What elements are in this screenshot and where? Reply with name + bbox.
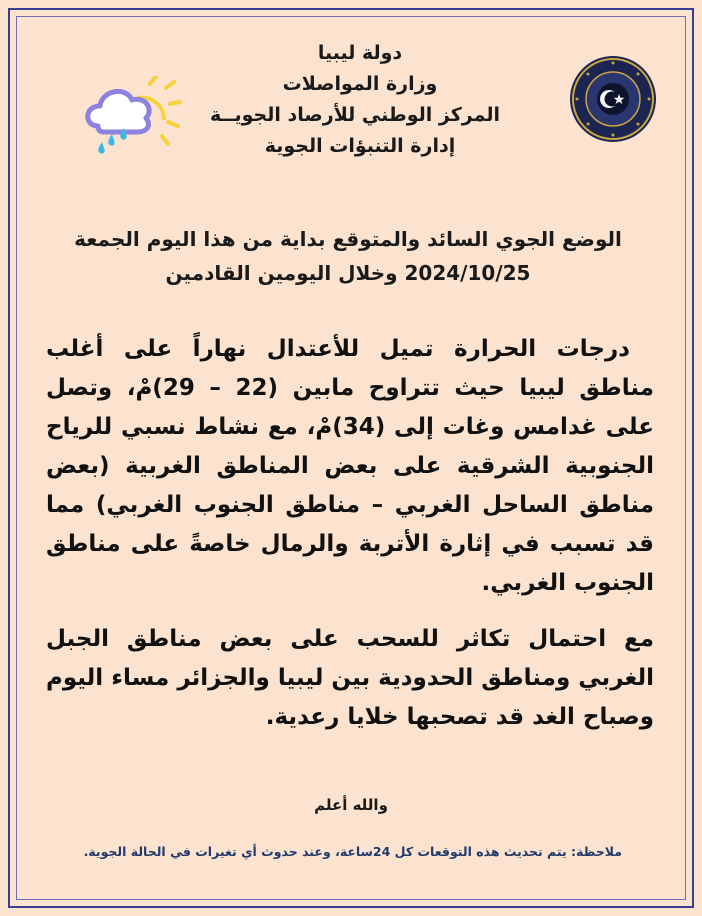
header-ministry: وزارة المواصلات	[282, 73, 438, 95]
header-center: المركز الوطني للأرصاد الجويــة	[210, 104, 500, 126]
meteorology-center-logo	[568, 54, 658, 144]
header-country: دولة ليبيا	[317, 42, 403, 64]
title-line-1: الوضع الجوي السائد والمتوقع بداية من هذا اليوم الجمعة	[74, 227, 622, 251]
update-note: ملاحظة: يتم تحديث هذه التوقعات كل 24ساعة، وعند حدوث أي تغيرات في الحالة الجوية.	[83, 844, 622, 859]
bulletin-title	[40, 222, 656, 290]
cloud-sun-rain-icon	[80, 76, 184, 156]
forecast-paragraph-temperature: درجات الحرارة تميل للأعتدال نهاراً على أغلب مناطق ليبيا حيث تتراوح مابين (22 – 29)مْ، وتصل على غدامس وغات إلى (34)مْ، مع نشاط نسبي للرياح الجنوبية الشرقية على بعض المناطق الغربية (بعض مناطق الساحل الغربي – مناطق الجنوب الغربي) مما قد تسبب في إثارة الأتربة والرمال خاصةً على مناطق الجنوب الغربي.	[46, 336, 655, 596]
header-department: إدارة التنبؤات الجوية	[264, 135, 456, 157]
agency-header	[210, 38, 500, 162]
title-line-2: 2024/10/25 وخلال اليومين القادمين	[165, 261, 531, 285]
closing-phrase: والله أعلم	[314, 796, 388, 814]
forecast-paragraph-clouds: مع احتمال تكاثر للسحب على بعض مناطق الجبل الغربي ومناطق الحدودية بين ليبيا والجزائر مساء اليوم وصباح الغد قد تصحبها خلايا رعدية.	[46, 626, 654, 730]
